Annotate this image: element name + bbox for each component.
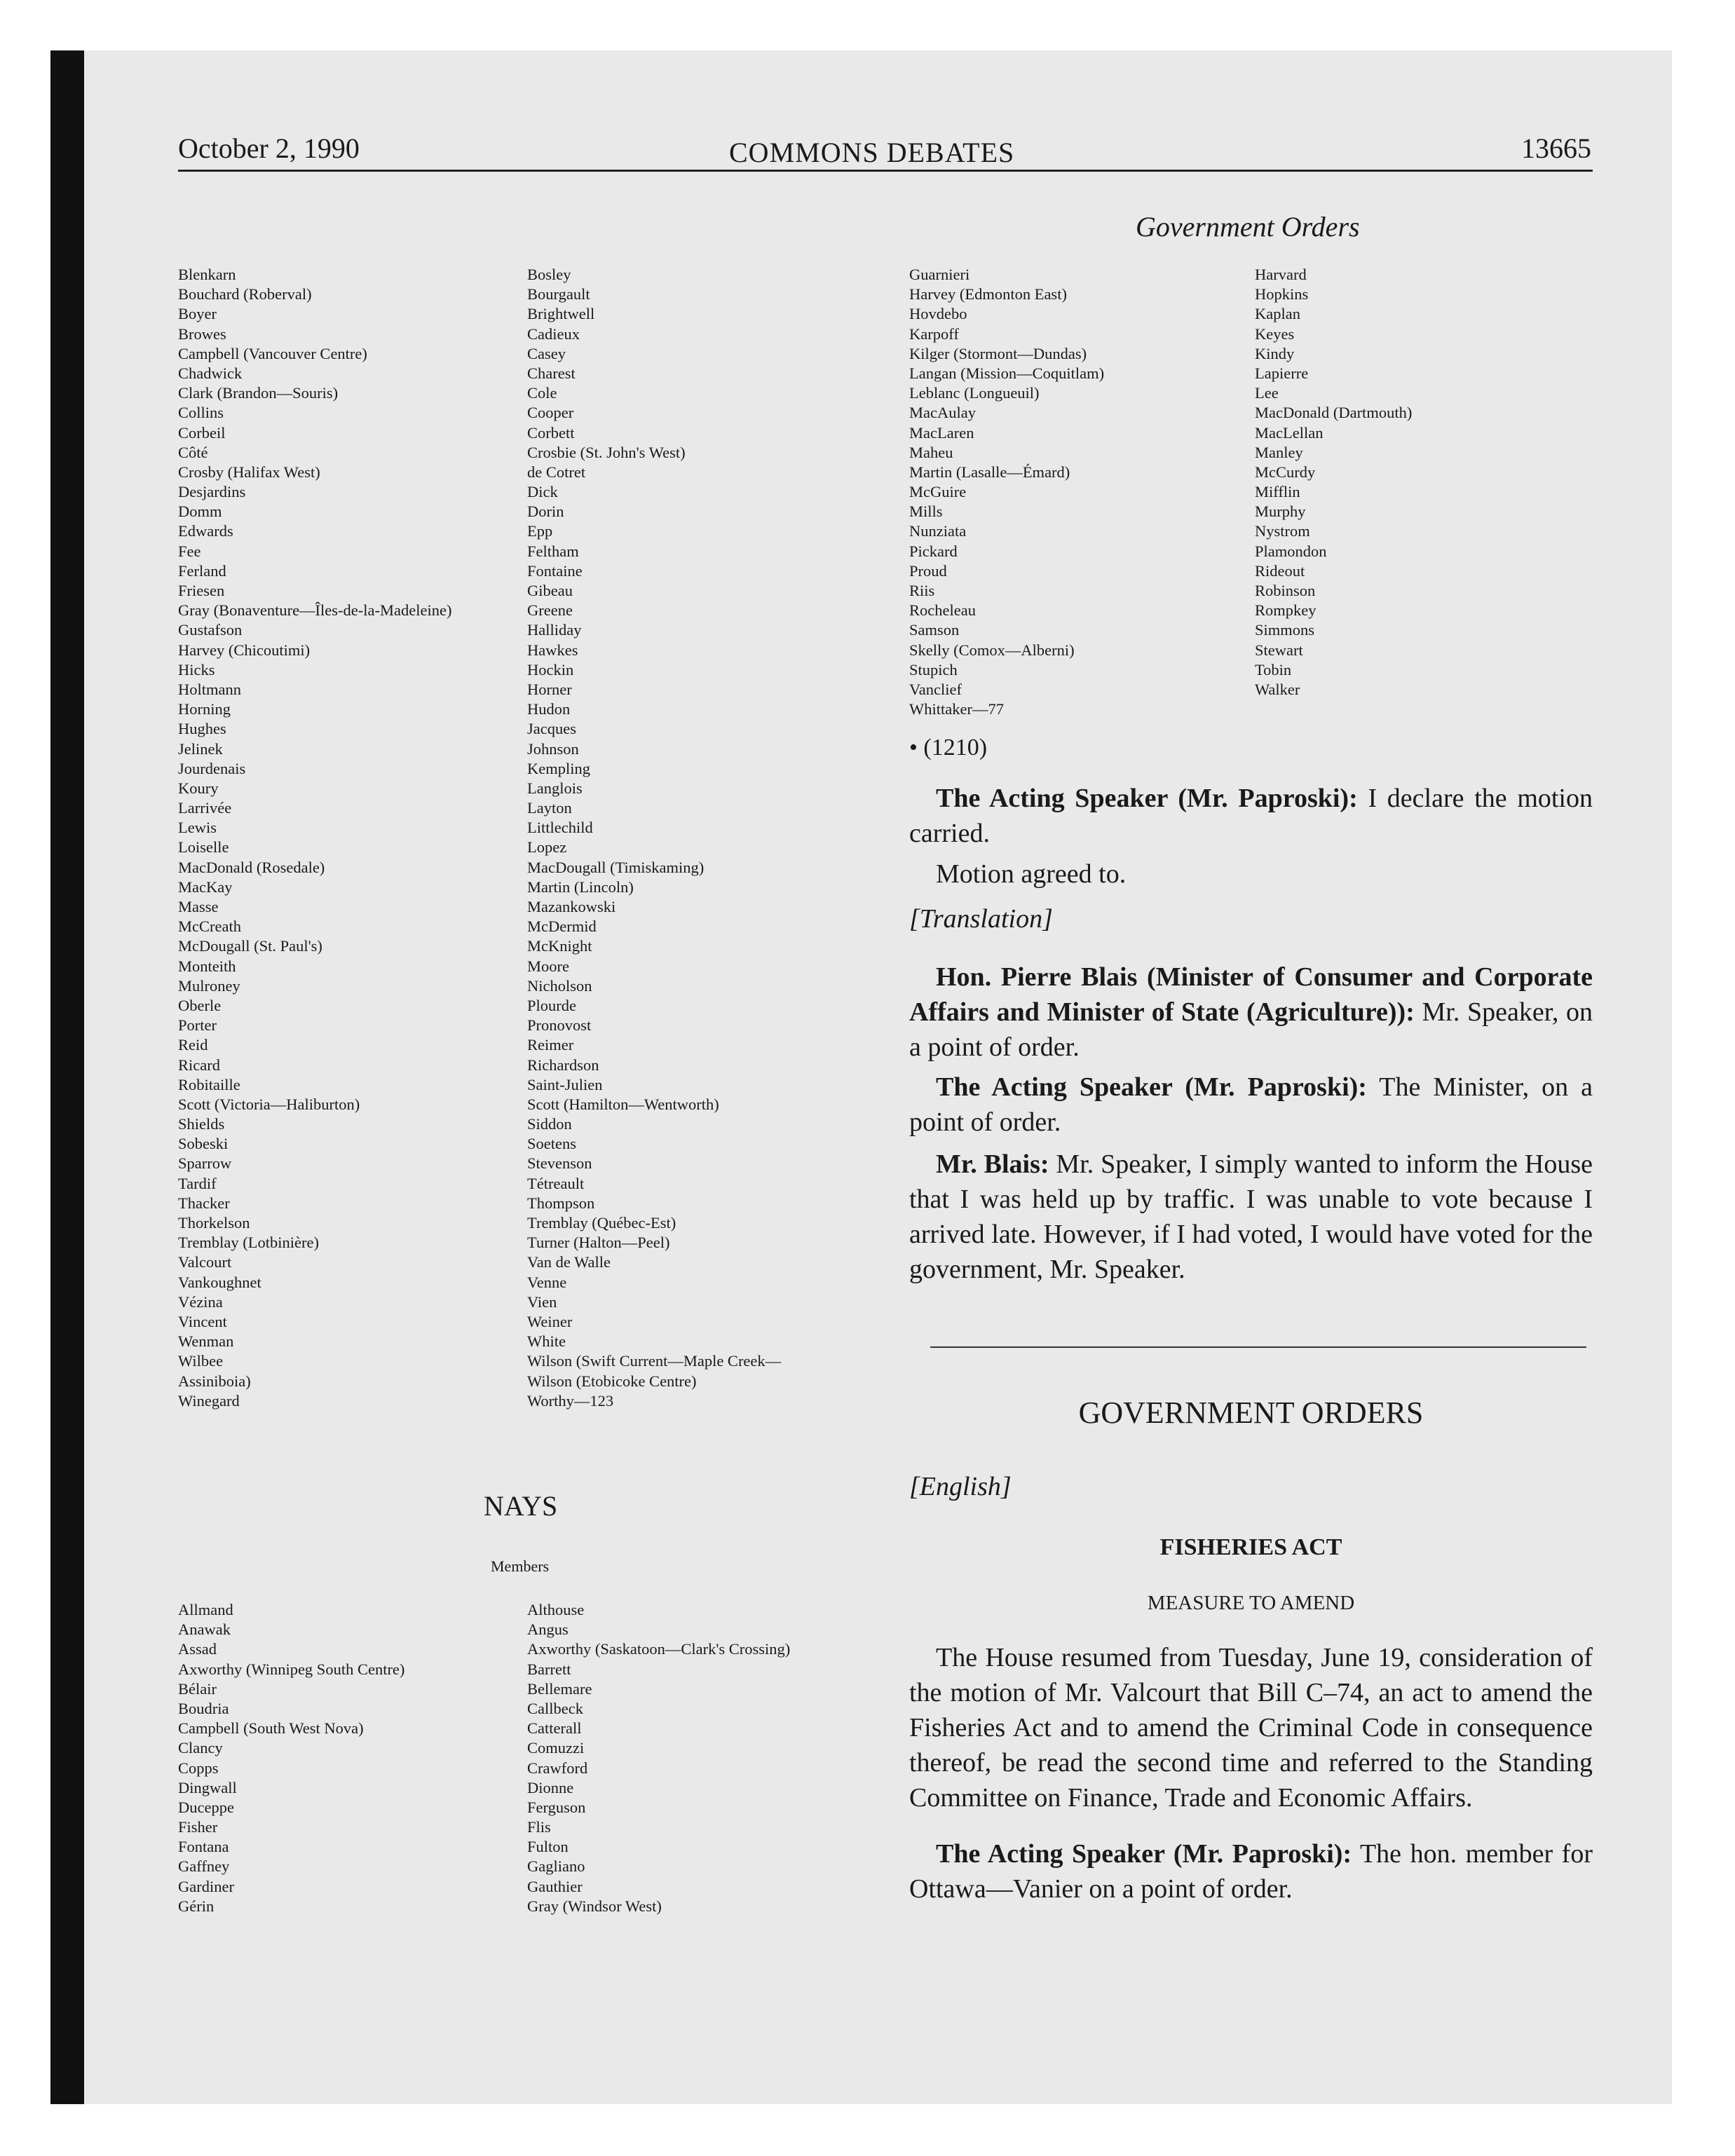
member-name: Copps [178,1759,219,1777]
member-name: Riis [909,582,935,599]
member-name: Fisher [178,1818,218,1836]
member-name: Karpoff [909,325,959,343]
member-name: Lewis [178,819,217,837]
member-name: Wilbee [178,1352,224,1370]
member-name: McCreath [178,917,241,936]
member-name: Ricard [178,1056,220,1074]
member-name: Axworthy (Winnipeg South Centre) [178,1660,405,1678]
member-name: Wilson (Swift Current—Maple Creek— [527,1352,782,1370]
member-name: Barrett [527,1660,571,1678]
speech-text: I declare the motion carried. [909,784,1593,848]
member-name: McCurdy [1255,463,1316,481]
member-name: Rideout [1255,561,1305,580]
member-name: Côté [178,443,208,461]
member-name: Ferguson [527,1798,586,1816]
member-name: Harvey (Chicoutimi) [178,641,311,659]
member-name: Domm [178,503,222,521]
member-name: Thacker [178,1194,230,1212]
member-name: MacKay [178,878,233,896]
member-name: Anawak [178,1621,231,1639]
member-name: Corbett [527,423,575,442]
member-name: Thompson [527,1194,595,1212]
member-name: Reimer [527,1036,574,1054]
member-name: Valcourt [178,1253,232,1271]
member-name: McGuire [909,483,967,501]
member-name: Hughes [178,720,226,738]
member-name: Nunziata [909,522,967,540]
member-name: Clancy [178,1739,223,1757]
member-name: Brightwell [527,305,595,323]
member-name: Monteith [178,957,236,975]
member-name: Fontaine [527,561,583,580]
member-name: Scott (Victoria—Haliburton) [178,1095,360,1113]
member-name: Nicholson [527,976,592,995]
member-name: Martin (Lasalle—Émard) [909,463,1070,481]
paragraph-speaker-ottawa-vanier [909,1836,1593,1906]
member-name: Cooper [527,404,574,422]
member-name: Dionne [527,1778,574,1796]
member-name: Fulton [527,1838,569,1856]
speaker-name: Mr. Blais: [936,1149,1049,1179]
member-name: Johnson [527,739,579,758]
member-name: Hawkes [527,641,578,659]
translation-marker: [Translation] [909,904,1053,934]
member-name: Tremblay (Lotbinière) [178,1234,319,1252]
member-name: Assad [178,1640,217,1658]
member-name: Sparrow [178,1154,232,1173]
member-name: Hicks [178,660,215,678]
member-name: Vanclief [909,680,962,698]
member-name: Stevenson [527,1154,592,1173]
member-name: Lapierre [1255,364,1309,382]
member-name: Dorin [527,503,564,521]
yeas-column-3 [909,265,1104,719]
member-name: Jelinek [178,739,223,758]
member-name: Siddon [527,1115,572,1133]
member-name: Catterall [527,1719,582,1738]
member-name: Sobeski [178,1135,229,1153]
member-name: Hopkins [1255,285,1309,303]
member-name: Wilson (Etobicoke Centre) [527,1372,697,1390]
member-name: Feltham [527,542,579,560]
member-name: Pronovost [527,1016,592,1035]
paragraph-blais-statement [909,1147,1593,1287]
member-name: Mulroney [178,976,240,995]
member-name: Tardif [178,1174,217,1192]
nays-subheading: Members [491,1557,550,1575]
member-name: Crosbie (St. John's West) [527,443,686,461]
member-name: Campbell (Vancouver Centre) [178,344,367,362]
member-name: Clark (Brandon—Souris) [178,384,339,402]
member-name: Guarnieri [909,266,970,283]
yeas-column-4 [1255,265,1412,700]
paragraph-speaker-motion-carried [909,781,1593,851]
member-name: Gray (Bonaventure—Îles-de-la-Madeleine) [178,601,452,620]
member-name: Callbeck [527,1699,583,1717]
member-name: Chadwick [178,364,243,382]
member-name: Vien [527,1292,557,1311]
member-name: Skelly (Comox—Alberni) [909,641,1075,659]
header-page-number: 13665 [1521,132,1591,164]
member-name: Bosley [527,266,571,283]
member-name: Layton [527,799,572,817]
member-name: Desjardins [178,483,246,501]
member-name: Dick [527,483,558,501]
member-name: Weiner [527,1312,573,1330]
member-name: Oberle [178,996,222,1014]
member-name: Tremblay (Québec-Est) [527,1214,676,1231]
speech-text: The Minister, on a point of order. [909,1072,1593,1137]
member-name: Porter [178,1016,217,1035]
member-name: Samson [909,621,960,639]
member-name: Crosby (Halifax West) [178,463,320,481]
member-name: Ferland [178,561,226,580]
member-name: Soetens [527,1135,576,1153]
member-name: Gauthier [527,1877,583,1895]
member-name: Simmons [1255,621,1315,639]
section-title: Government Orders [1136,211,1360,243]
member-name: McDermid [527,917,597,936]
member-name: Plamondon [1255,542,1327,560]
member-name: Jourdenais [178,759,246,777]
member-name: Robinson [1255,582,1316,599]
member-name: Althouse [527,1601,585,1618]
member-name: Harvey (Edmonton East) [909,285,1067,303]
member-name: Maheu [909,443,953,461]
member-name: Fontana [178,1838,229,1856]
timestamp: • (1210) [909,735,988,760]
member-name: MacAulay [909,404,976,422]
speech-text: Mr. Speaker, I simply wanted to inform the House that I was held up by traffic. I was unable to vote because I arrived late. However, if I had voted, I would have voted for the government, Mr. Speaker. [909,1149,1593,1284]
member-name: Richardson [527,1056,599,1074]
member-name: Cadieux [527,325,580,343]
member-name: Lee [1255,384,1279,402]
member-name: Casey [527,344,566,362]
member-name: Whittaker—77 [909,700,1004,718]
member-name: Bellemare [527,1679,592,1698]
paragraph-blais-intro [909,960,1593,1065]
member-name: Hovdebo [909,305,967,323]
member-name: Cole [527,384,557,402]
member-name: Fee [178,542,201,560]
member-name: Axworthy (Saskatoon—Clark's Crossing) [527,1640,791,1658]
member-name: Tétreault [527,1174,585,1192]
member-name: Horning [178,700,231,718]
member-name: Hockin [527,660,574,678]
member-name: MacDonald (Dartmouth) [1255,404,1413,422]
yeas-column-1 [178,265,451,1411]
member-name: Bélair [178,1679,217,1698]
member-name: Mills [909,503,943,521]
member-name: Reid [178,1036,208,1054]
member-name: Kaplan [1255,305,1300,323]
member-name: Manley [1255,443,1303,461]
motion-agreed: Motion agreed to. [936,859,1127,889]
speaker-name: The Acting Speaker (Mr. Paproski): [936,784,1358,813]
member-name: McKnight [527,937,592,955]
member-name: Walker [1255,680,1300,698]
member-name: Stupich [909,660,958,678]
member-name: Vézina [178,1292,223,1311]
member-name: Rompkey [1255,601,1316,620]
member-name: Friesen [178,582,225,599]
member-name: Angus [527,1621,569,1639]
member-name: Boyer [178,305,217,323]
member-name: Halliday [527,621,582,639]
member-name: Plourde [527,996,576,1014]
speaker-name: The Acting Speaker (Mr. Paproski): [936,1839,1352,1869]
fisheries-act-heading: FISHERIES ACT [1159,1534,1342,1560]
member-name: Loiselle [178,838,229,857]
government-orders-heading: GOVERNMENT ORDERS [1078,1396,1424,1430]
member-name: Gérin [178,1897,215,1915]
member-name: Duceppe [178,1798,234,1816]
member-name: Gardiner [178,1877,234,1895]
member-name: MacLellan [1255,423,1324,442]
member-name: Leblanc (Longueuil) [909,384,1040,402]
member-name: Crawford [527,1759,588,1777]
member-name: Bourgault [527,285,590,303]
member-name: Gibeau [527,582,573,599]
member-name: Turner (Halton—Peel) [527,1234,670,1252]
member-name: Mifflin [1255,483,1300,501]
member-name: Gustafson [178,621,243,639]
member-name: Langan (Mission—Coquitlam) [909,364,1105,382]
member-name: Harvard [1255,266,1307,283]
member-name: Saint-Julien [527,1075,603,1093]
header-date: October 2, 1990 [178,132,360,164]
nays-heading: NAYS [484,1490,558,1522]
member-name: Langlois [527,779,583,797]
member-name: Bouchard (Roberval) [178,285,312,303]
member-name: Gagliano [527,1857,585,1876]
member-name: Greene [527,601,573,620]
member-name: Keyes [1255,325,1295,343]
paragraph-house-resumed: The House resumed from Tuesday, June 19, consideration of the motion of Mr. Valcourt that Bill C–74, an act to amend the Fisheries Act and to amend the Criminal Code in consequence thereof, be read the second time and referred to the Standing Committee on Finance, Trade and Economic Affairs. [909,1643,1593,1813]
member-name: MacDonald (Rosedale) [178,858,325,876]
member-name: Lopez [527,838,567,857]
speaker-name: Hon. Pierre Blais (Minister of Consumer and Corporate Affairs and Minister of State (Agriculture)): [909,962,1593,1027]
member-name: Browes [178,325,226,343]
member-name: Edwards [178,522,233,540]
member-name: Campbell (South West Nova) [178,1719,364,1738]
member-name: Gray (Windsor West) [527,1897,662,1915]
section-divider [930,1346,1586,1348]
member-name: Corbeil [178,423,226,442]
member-name: de Cotret [527,463,586,481]
member-name: Stewart [1255,641,1303,659]
speaker-name: The Acting Speaker (Mr. Paproski): [936,1072,1367,1102]
member-name: Kempling [527,759,590,777]
member-name: Proud [909,561,947,580]
header-title: COMMONS DEBATES [729,137,1015,168]
member-name: MacLaren [909,423,974,442]
member-name: Robitaille [178,1075,240,1093]
speech-text: The hon. member for Ottawa—Vanier on a point of order. [909,1839,1593,1904]
english-marker: [English] [909,1472,1012,1501]
member-name: Rocheleau [909,601,976,620]
header-rule [178,170,1593,172]
member-name: Kilger (Stormont—Dundas) [909,344,1087,362]
member-name: Masse [178,898,219,915]
member-name: Epp [527,522,553,540]
member-name: Horner [527,680,572,698]
member-name: Wenman [178,1332,234,1351]
member-name: Holtmann [178,680,241,698]
member-name: Vincent [178,1312,227,1330]
member-name: Gaffney [178,1857,230,1876]
member-name: Dingwall [178,1778,237,1796]
member-name: Assiniboia) [178,1372,251,1390]
member-name: Littlechild [527,819,593,837]
member-name: Tobin [1255,660,1292,678]
member-name: Blenkarn [178,266,236,283]
nays-column-1 [178,1600,404,1916]
member-name: Shields [178,1115,225,1133]
member-name: Pickard [909,542,958,560]
speech-text: Mr. Speaker, on a point of order. [909,997,1593,1062]
member-name: Venne [527,1273,567,1291]
member-name: Mazankowski [527,898,616,915]
member-name: Koury [178,779,219,797]
member-name: MacDougall (Timiskaming) [527,858,705,876]
member-name: McDougall (St. Paul's) [178,937,322,955]
member-name: Jacques [527,720,576,738]
member-name: Worthy—123 [527,1391,614,1410]
member-name: Kindy [1255,344,1295,362]
member-name: Comuzzi [527,1739,585,1757]
member-name: Charest [527,364,576,382]
member-name: Boudria [178,1699,229,1717]
member-name: Moore [527,957,569,975]
member-name: Winegard [178,1391,240,1410]
member-name: White [527,1332,566,1351]
member-name: Vankoughnet [178,1273,261,1291]
nays-column-2 [527,1600,790,1916]
member-name: Allmand [178,1601,233,1618]
member-name: Collins [178,404,224,422]
paragraph-speaker-minister [909,1070,1593,1140]
member-name: Larrivée [178,799,232,817]
member-name: Martin (Lincoln) [527,878,634,896]
member-name: Scott (Hamilton—Wentworth) [527,1095,719,1113]
member-name: Murphy [1255,503,1306,521]
measure-to-amend-subheading: MEASURE TO AMEND [1147,1592,1355,1614]
member-name: Hudon [527,700,571,718]
member-name: Flis [527,1818,551,1836]
scan-border [50,50,84,2104]
member-name: Nystrom [1255,522,1310,540]
member-name: Thorkelson [178,1214,250,1231]
yeas-column-2 [527,265,781,1411]
member-name: Van de Walle [527,1253,611,1271]
